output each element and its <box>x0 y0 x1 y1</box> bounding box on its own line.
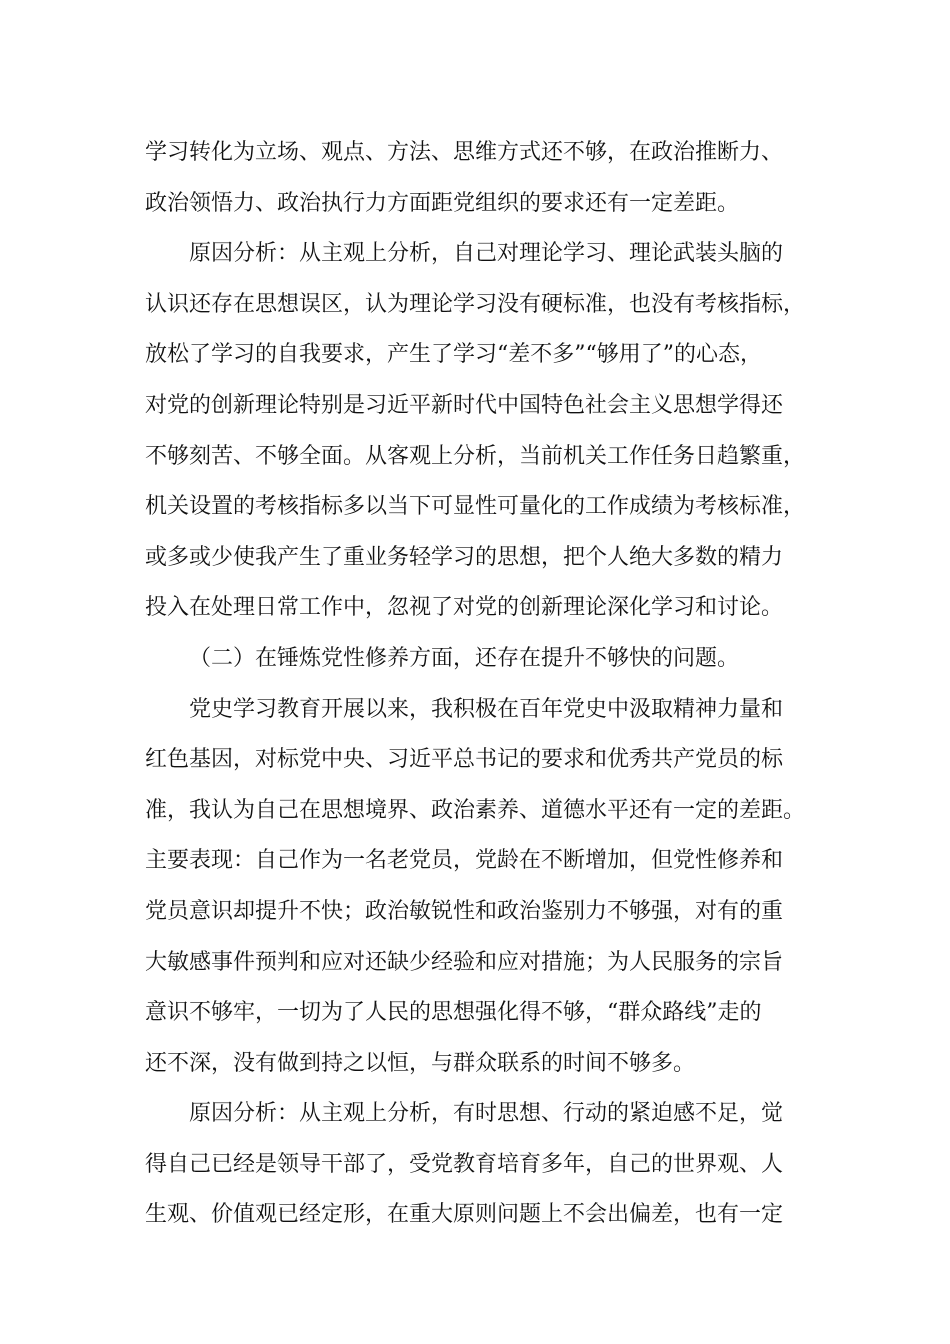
text-line: 红色基因，对标党中央、习近平总书记的要求和优秀共产党员的标 <box>145 747 784 773</box>
text-line: 投入在处理日常工作中，忽视了对党的创新理论深化学习和讨论。 <box>145 595 784 621</box>
paragraph-start-line: 原因分析：从主观上分析，自己对理论学习、理论武装头脑的 <box>189 241 784 267</box>
text-line: 党员意识却提升不快；政治敏锐性和政治鉴别力不够强，对有的重 <box>145 898 784 924</box>
text-line: 对党的创新理论特别是习近平新时代中国特色社会主义思想学得还 <box>145 392 784 418</box>
text-line: 主要表现：自己作为一名老党员，党龄在不断增加，但党性修养和 <box>145 848 784 874</box>
text-line: 放松了学习的自我要求，产生了学习“差不多”“够用了”的心态， <box>145 342 762 368</box>
text-line: 意识不够牢，一切为了人民的思想强化得不够，“群众路线”走的 <box>145 1000 762 1026</box>
text-line: 准，我认为自己在思想境界、政治素养、道德水平还有一定的差距。 <box>145 797 806 823</box>
text-line: 机关设置的考核指标多以当下可显性可量化的工作成绩为考核标准， <box>145 494 806 520</box>
text-line: 政治领悟力、政治执行力方面距党组织的要求还有一定差距。 <box>145 190 740 216</box>
text-line: 得自己已经是领导干部了，受党教育培育多年，自己的世界观、人 <box>145 1151 784 1177</box>
section-heading: （二）在锤炼党性修养方面，还存在提升不够快的问题。 <box>189 645 740 671</box>
paragraph-start-line: 党史学习教育开展以来，我积极在百年党史中汲取精神力量和 <box>189 696 784 722</box>
text-line: 或多或少使我产生了重业务轻学习的思想，把个人绝大多数的精力 <box>145 544 784 570</box>
paragraph-start-line: 原因分析：从主观上分析，有时思想、行动的紧迫感不足，觉 <box>189 1101 784 1127</box>
text-line: 认识还存在思想误区，认为理论学习没有硬标准，也没有考核指标， <box>145 291 806 317</box>
body-text <box>145 128 805 1241</box>
text-line: 还不深，没有做到持之以恒，与群众联系的时间不够多。 <box>145 1050 696 1076</box>
text-line: 不够刻苦、不够全面。从客观上分析，当前机关工作任务日趋繁重， <box>145 443 806 469</box>
text-line: 生观、价值观已经定形，在重大原则问题上不会出偏差，也有一定 <box>145 1202 784 1228</box>
text-line: 大敏感事件预判和应对还缺少经验和应对措施；为人民服务的宗旨 <box>145 949 784 975</box>
text-line: 学习转化为立场、观点、方法、思维方式还不够，在政治推断力、 <box>145 140 784 165</box>
